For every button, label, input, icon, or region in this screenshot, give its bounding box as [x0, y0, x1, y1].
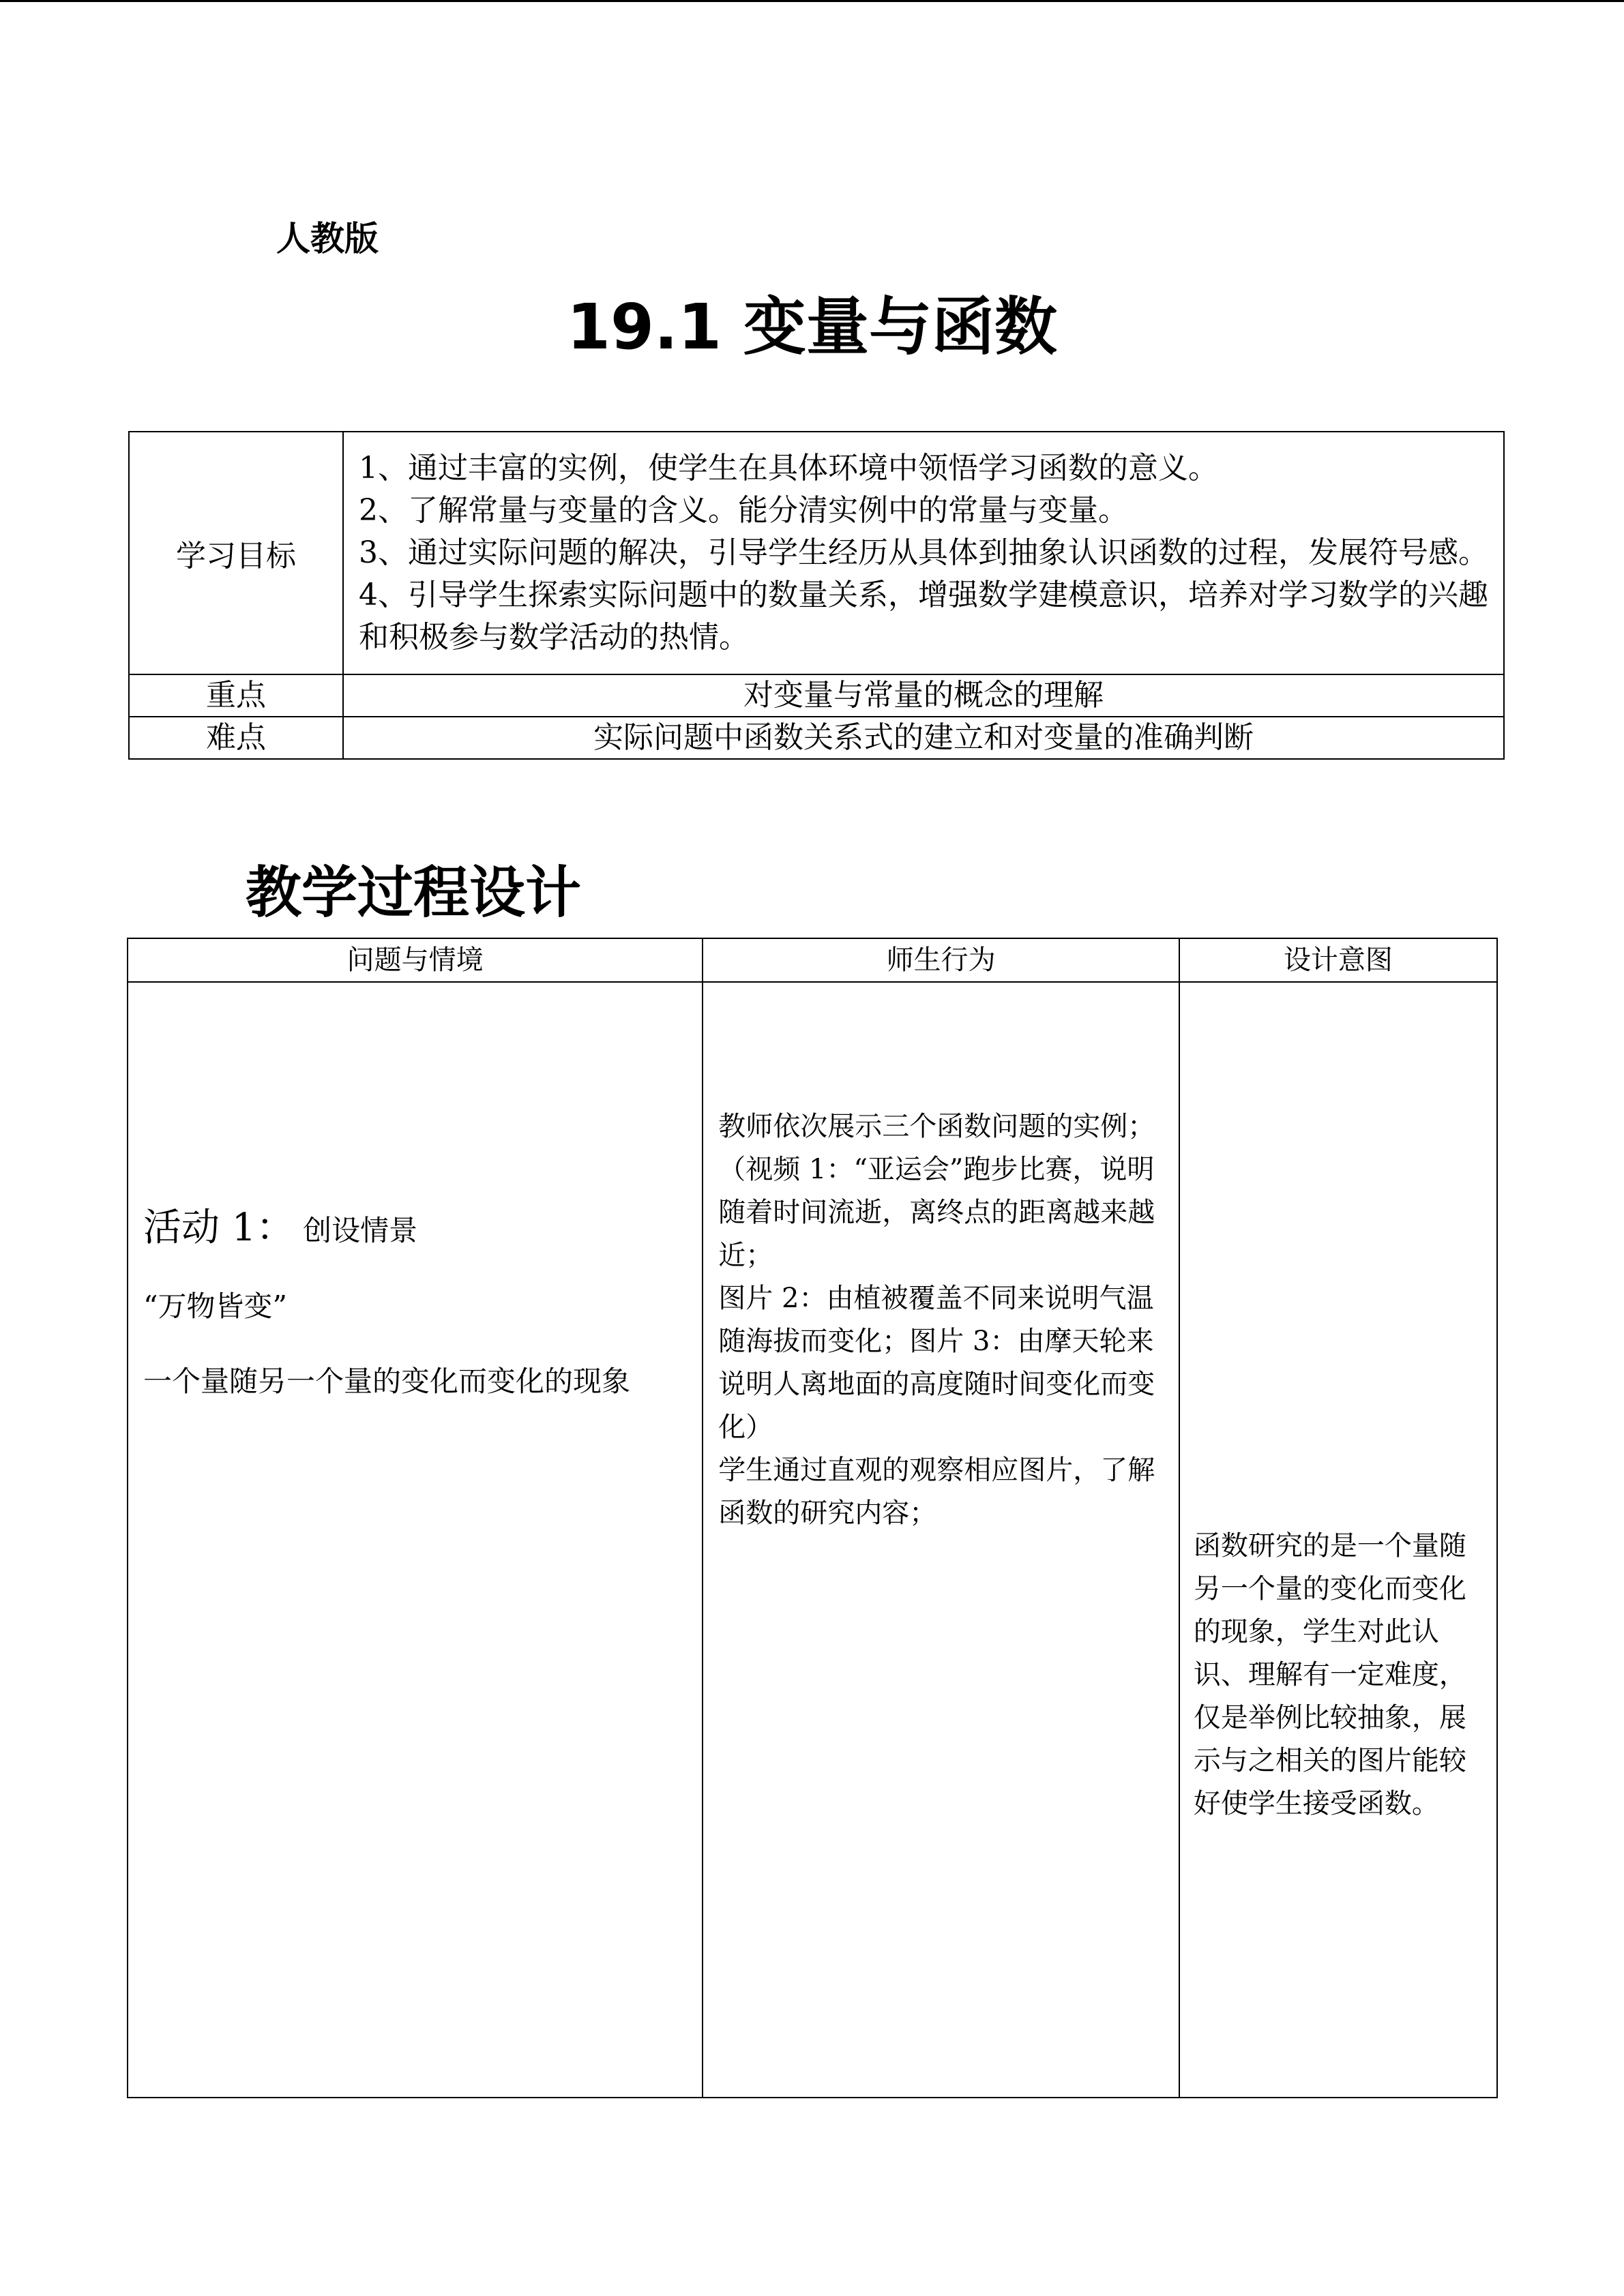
- problem-cell: [128, 982, 703, 2098]
- goals-row: [129, 432, 1504, 674]
- activity-heading: [143, 1197, 417, 1252]
- goal-item: 1、通过丰富的实例，使学生在具体环境中领悟学习函数的意义。: [359, 451, 1218, 486]
- goal-item: 2、了解常量与变量的含义。能分清实例中的常量与变量。: [359, 493, 1128, 528]
- goal-item: 3、通过实际问题的解决，引导学生经历从具体到抽象认识函数的过程，发展符号感。: [359, 535, 1488, 570]
- key-point-value: 对变量与常量的概念的理解: [343, 674, 1504, 717]
- difficulty-row: [129, 717, 1504, 759]
- table-row: [128, 982, 1497, 2098]
- key-point-label: 重点: [129, 674, 343, 717]
- teacher-student-actions: [718, 1105, 1162, 1535]
- goals-label: 学习目标: [129, 432, 343, 674]
- goal-item: 4、引导学生探索实际问题中的数量关系，增强数学建模意识，培养对学习数学的兴趣和积极参与数学活动的热情。: [359, 578, 1488, 655]
- publisher-label: 人教版: [276, 219, 379, 258]
- column-header-intent: 设计意图: [1179, 938, 1497, 982]
- actions-paragraph: 学生通过直观的观察相应图片，了解函数的研究内容；: [718, 1455, 1155, 1529]
- phenomenon-text: 一个量随另一个量的变化而变化的现象: [143, 1365, 631, 1398]
- teaching-process-table: [127, 938, 1498, 2098]
- intent-cell: [1179, 982, 1497, 2098]
- actions-paragraph: 教师依次展示三个函数问题的实例；（视频 1：“亚运会”跑步比赛，说明随着时间流逝，离终点的距离越来越近；: [718, 1111, 1155, 1271]
- goals-list: [343, 432, 1504, 674]
- difficulty-label: 难点: [129, 717, 343, 759]
- top-border-line: [0, 0, 1624, 2]
- actions-cell: [703, 982, 1179, 2098]
- column-header-actions: 师生行为: [703, 938, 1179, 982]
- activity-title: 活动 1：: [143, 1206, 295, 1250]
- column-header-problem: 问题与情境: [128, 938, 703, 982]
- page-title: 19.1 变量与函数: [566, 290, 1058, 363]
- section-title: 教学过程设计: [246, 861, 582, 925]
- quote-text: “万物皆变”: [143, 1289, 287, 1323]
- actions-paragraph: 图片 2：由植被覆盖不同来说明气温随海拔而变化；图片 3：由摩天轮来说明人离地面的高度随时间变化而变化）: [718, 1283, 1155, 1443]
- key-point-row: [129, 674, 1504, 717]
- difficulty-value: 实际问题中函数关系式的建立和对变量的准确判断: [343, 717, 1504, 759]
- table-header-row: [128, 938, 1497, 982]
- learning-goals-table: [128, 431, 1505, 760]
- design-intent-text: 函数研究的是一个量随另一个量的变化而变化的现象，学生对此认识、理解有一定难度，仅是举例比较抽象，展示与之相关的图片能较好使学生接受函数。: [1193, 1530, 1466, 1819]
- activity-subtitle: 创设情景: [303, 1214, 418, 1247]
